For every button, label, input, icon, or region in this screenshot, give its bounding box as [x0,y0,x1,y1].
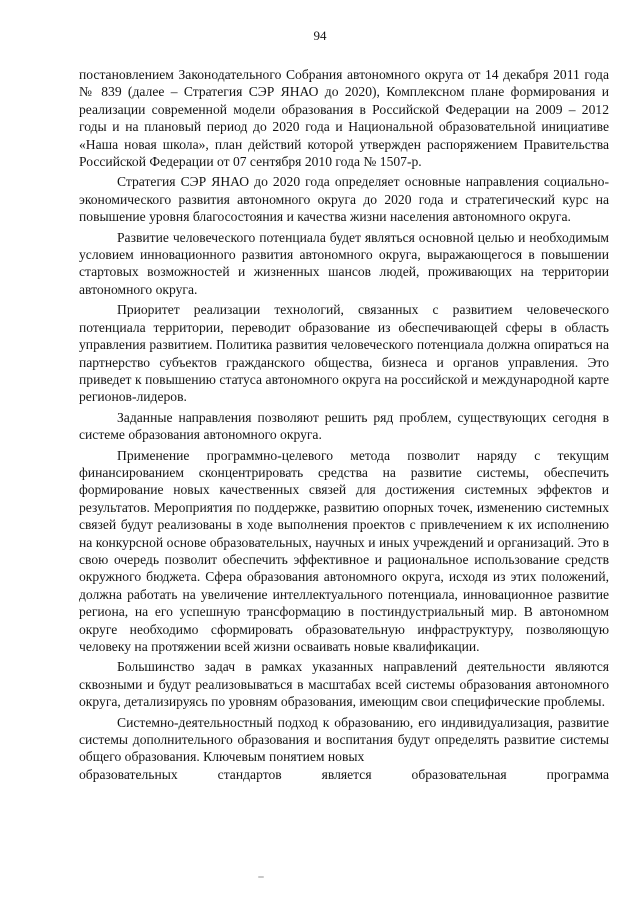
paragraph-7: Большинство задач в рамках указанных направлений деятельности являются сквозными и будут реализовываться в масштабах всей системы образования автономного округа, детализируясь по уровням образования, имеющим свои специфические проблемы. [79,659,609,710]
paragraph-5: Заданные направления позволяют решить ряд проблем, существующих сегодня в системе образования автономного округа. [79,409,609,443]
last-line-word: является [321,766,372,782]
last-line-word: образовательных [79,766,178,782]
paragraph-8: Системно-деятельностный подход к образованию, его индивидуализация, развитие системы дополнительного образования и воспитания будут определять развитие системы общего образования. Ключевым понятием новых [79,714,609,765]
paragraph-3: Развитие человеческого потенциала будет являться основной целью и необходимым условием инновационного развития автономного округа, выражающегося в повышении стартовых возможностей и жизненных шансов людей, проживающих на территории автономного округа. [79,229,609,297]
body-text [79,66,609,783]
last-line-word: стандартов [217,766,282,782]
paragraph-2: Стратегия СЭР ЯНАО до 2020 года определяет основные направления социально-экономического развития автономного округа до 2020 года и стратегический курс на повышение уровня благосостояния и качества жизни населения автономного округа. [79,174,609,225]
last-line-word: образовательная [411,766,507,782]
paragraph-8-last-line [79,766,609,783]
scan-artifact [258,876,264,878]
last-line-word: программа [546,766,609,782]
paragraph-1: постановлением Законодательного Собрания автономного округа от 14 декабря 2011 года № 839 (далее – Стратегия СЭР ЯНАО до 2020), Комплексном плане формирования и реализации современной модели образования в Российской Федерации на 2009 – 2012 годы и на плановый период до 2020 года и Национальной образовательной инициативе «Наша новая школа», план действий которой утвержден распоряжением Правительства Российской Федерации от 07 сентября 2010 года № 1507-р. [79,67,609,170]
paragraph-6: Применение программно-целевого метода позволит наряду с текущим финансированием сконцентрировать средства на развитие системы, обеспечить формирование новых качественных связей для достижения системных эффектов и результатов. Мероприятия по поддержке, развитию опорных точек, изменению системных связей будут реализованы в ходе выполнения проектов с привлечением к их исполнению на конкурсной основе образовательных, научных и иных учреждений и организаций. Это в свою очередь позволит обеспечить эффективное и рациональное использование средств окружного бюджета. Сфера образования автономного округа, исходя из этих положений, должна работать на увеличение интеллектуального потенциала, инновационное развитие региона, на его успешную трансформацию в постиндустриальный мир. В автономном округе необходимо сформировать образовательную инфраструктуру, позволяющую человеку на протяжении всей жизни осваивать новые квалификации. [79,447,609,654]
paragraph-4: Приоритет реализации технологий, связанных с развитием человеческого потенциала территории, переводит образование из обеспечивающей сферы в область управления развитием. Политика развития человеческого потенциала должна опираться на партнерство субъектов гражданского общества, бизнеса и органов управления. Это приведет к повышению статуса автономного округа на российской и международной карте регионов-лидеров. [79,302,609,405]
page-number: 94 [313,28,327,43]
